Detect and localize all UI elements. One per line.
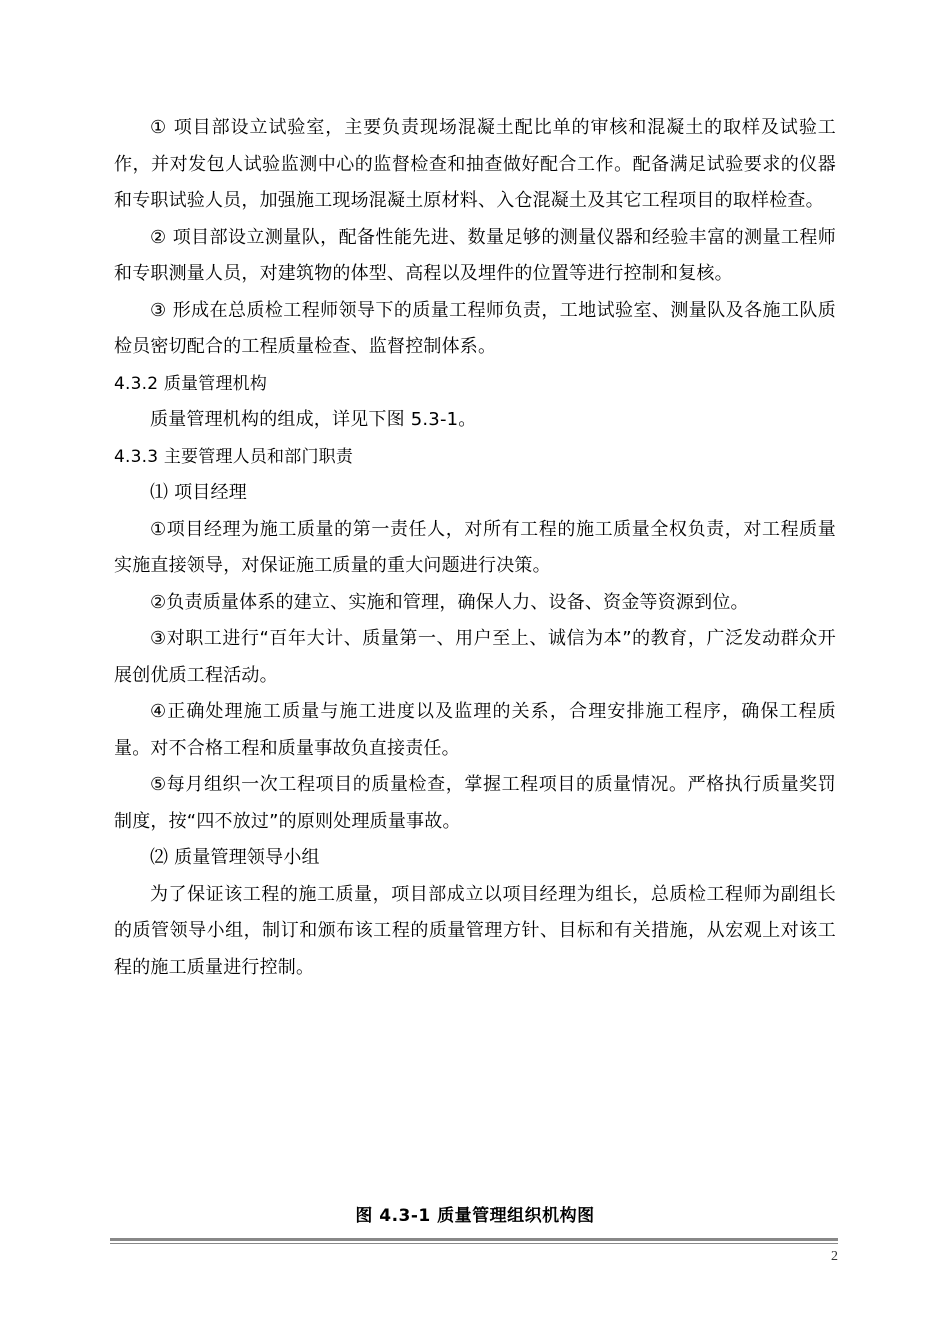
paragraph-lab: ① 项目部设立试验室，主要负责现场混凝土配比单的审核和混凝土的取样及试验工作，并对发包人试验监测中心的监督检查和抽查做好配合工作。配备满足试验要求的仪器和专职试验人员，加强施工现场混凝土原材料、入仓混凝土及其它工程项目的取样检查。 (114, 117, 836, 211)
subheading-leadership-group: ⑵ 质量管理领导小组 (150, 847, 320, 868)
footer-rule-thin (110, 1243, 838, 1244)
body-text (114, 110, 836, 986)
list-item-pm-1: ①项目经理为施工质量的第一责任人，对所有工程的施工质量全权负责，对工程质量实施直接领导，对保证施工质量的重大问题进行决策。 (114, 518, 836, 576)
list-item-pm-2: ②负责质量体系的建立、实施和管理，确保人力、设备、资金等资源到位。 (150, 591, 749, 613)
figure-caption: 图 4.3-1 质量管理组织机构图 (355, 1206, 595, 1226)
paragraph-organization-ref: 质量管理机构的组成，详见下图 5.3-1。 (150, 409, 477, 430)
paragraph-survey-team: ② 项目部设立测量队，配备性能先进、数量足够的测量仪器和经验丰富的测量工程师和专职测量人员，对建筑物的体型、高程以及埋件的位置等进行控制和复核。 (114, 226, 836, 284)
paragraph-leadership-group: 为了保证该工程的施工质量，项目部成立以项目经理为组长，总质检工程师为副组长的质管领导小组，制订和颁布该工程的质量管理方针、目标和有关措施，从宏观上对该工程的施工质量进行控制。 (114, 883, 836, 978)
list-item-pm-5: ⑤每月组织一次工程项目的质量检查，掌握工程项目的质量情况。严格执行质量奖罚制度，按“四不放过”的原则处理质量事故。 (114, 774, 836, 832)
footer-rule-thick (110, 1238, 838, 1241)
list-item-pm-4: ④正确处理施工质量与施工进度以及监理的关系，合理安排施工程序，确保工程质量。对不合格工程和质量事故负直接责任。 (114, 701, 836, 759)
list-item-pm-3: ③对职工进行“百年大计、质量第一、用户至上、诚信为本”的教育，广泛发动群众开展创优质工程活动。 (114, 628, 836, 686)
section-heading-4-3-2: 4.3.2 质量管理机构 (114, 373, 268, 394)
paragraph-control-system: ③ 形成在总质检工程师领导下的质量工程师负责，工地试验室、测量队及各施工队质检员密切配合的工程质量检查、监督控制体系。 (114, 299, 836, 357)
page-number: 2 (831, 1249, 838, 1264)
section-heading-4-3-3: 4.3.3 主要管理人员和部门职责 (114, 446, 354, 467)
subheading-project-manager: ⑴ 项目经理 (150, 482, 247, 503)
